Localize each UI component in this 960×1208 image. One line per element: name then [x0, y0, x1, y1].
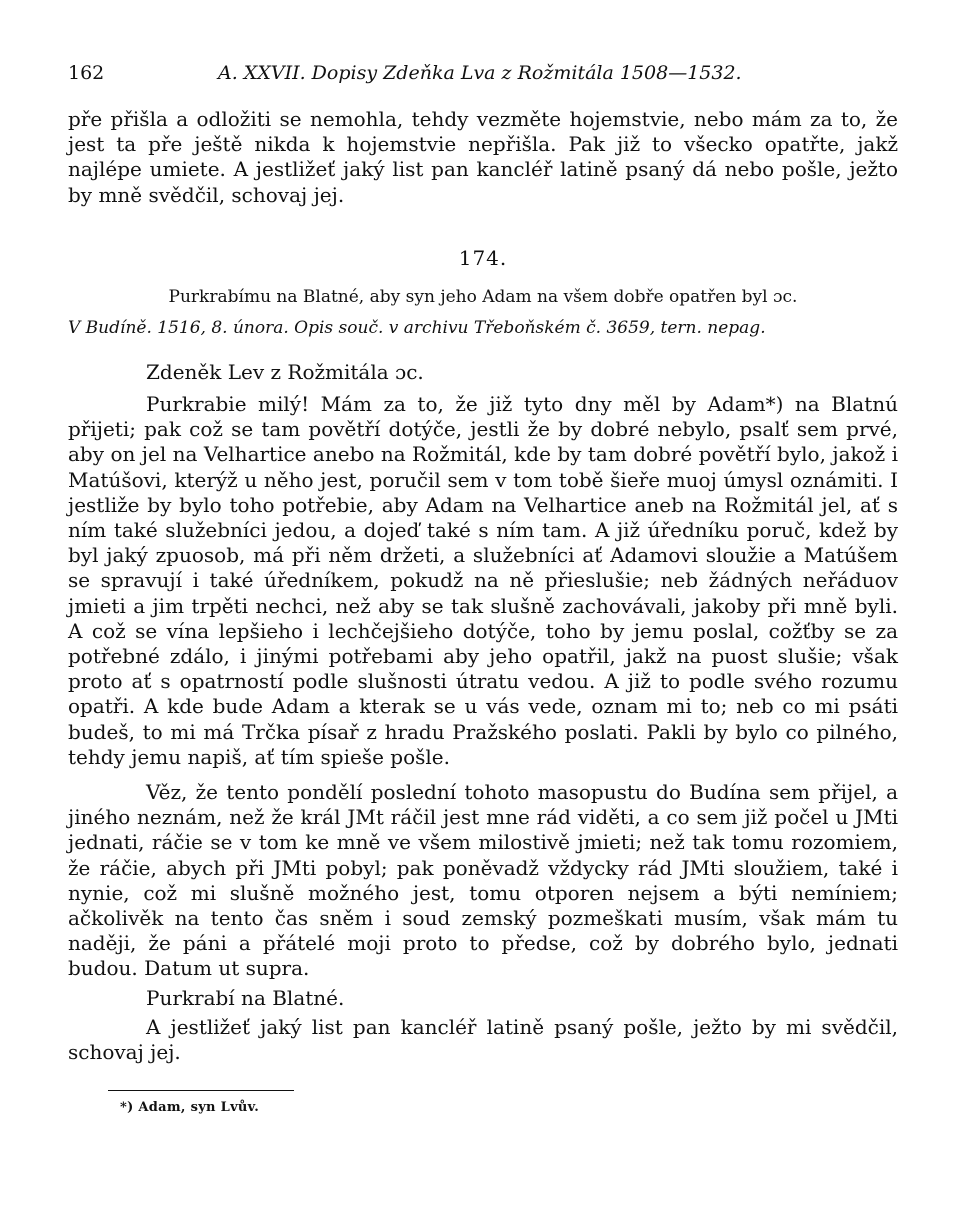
- letter-postscript: A jestližeť jaký list pan kancléř latině psaný pošle, ježto by mi svědčil, schovaj jej.: [68, 1014, 898, 1065]
- continuation-text: [68, 107, 898, 208]
- letter-paragraph-2: Věz, že tento pondělí poslední tohoto masopustu do Budína sem přijel, a jiného neznám, než že král JMt ráčil jest mne rád viděti, a co sem již počel u JMti jednati, ráčie se v tom ke mně ve všem milostivě jmieti; než tak tomu rozomiem, že ráčie, abych při JMti pobyl; pak poněvadž vždycky rád JMti sloužiem, také i nynie, což mi slušně možného jest, tomu otporen nejsem a býti nemíniem; ačkolivěk na tento čas sněm i soud zemský pozmeškati musím, však mám tu naději, že páni a přátelé moji proto to předse, což by dobrého bylo, jednati budou. Datum ut supra.: [68, 780, 898, 981]
- letter-closing: Purkrabí na Blatné.: [146, 985, 345, 1010]
- document-summary: Purkrabímu na Blatné, aby syn jeho Adam na všem dobře opatřen byl ɔc.: [168, 287, 798, 307]
- footnote-divider: [108, 1090, 294, 1091]
- document-number: 174.: [458, 246, 508, 270]
- footnote: *) Adam, syn Lvův.: [120, 1100, 260, 1115]
- letter-salutation: Zdeněk Lev z Rožmitála ɔc.: [146, 360, 424, 384]
- page-number: 162: [68, 62, 105, 84]
- page-header: [68, 62, 898, 88]
- document-source: V Budíně. 1516, 8. února. Opis souč. v archivu Třeboňském č. 3659, tern. nepag.: [68, 318, 766, 338]
- continuation-paragraph: pře přišla a odložiti se nemohla, tehdy vezměte hojemstvie, nebo mám za to, že jest ta pře ještě nikda k hojemstvie nepřišla. Pak již to všecko opatřte, jakž najlépe umiete. A jestližeť jaký list pan kancléř latině psaný dá nebo pošle, ježto by mně svědčil, schovaj jej.: [68, 107, 898, 207]
- running-title: A. XXVII. Dopisy Zdeňka Lva z Rožmitála 1508—1532.: [218, 62, 742, 84]
- letter-body: [68, 392, 898, 1065]
- letter-paragraph-1: Purkrabie milý! Mám za to, že již tyto dny měl by Adam*) na Blatnú přijeti; pak což se tam povětří dotýče, jestli že by dobré nebylo, psalť sem prvé, aby on jel na Velhartice anebo na Rožmitál, kde by tam dobré povětří bylo, jakož i Matúšovi, kterýž u něho jest, poručil sem v tom tobě šieře muoj úmysl oznámiti. I jestliže by bylo toho potřebie, aby Adam na Velhartice aneb na Rožmitál jel, ať s ním také služebníci jedou, a dojeď také s ním tam. A již úředníku poruč, kdež by byl jaký zpuosob, má při něm držeti, a služebníci ať Adamovi sloužie a Matúšem se spravují i také úředníkem, pokudž na ně přieslušie; neb žádných neřáduov jmieti a jim trpěti nechci, než aby se tak slušně zachovávali, jakoby při mně byli. A což se vína lepšieho i lechčejšieho dotýče, toho by jemu poslal, cožťby se za potřebné zdálo, i jinými potřebami aby jeho opatřil, jakž na puost slušie; však proto ať s opatrností podle slušnosti útratu vedou. A již to podle svého rozumu opatři. A kde bude Adam a kterak se u vás vede, oznam mi to; neb co mi psáti budeš, to mi má Trčka písař z hradu Pražského poslati. Pakli by bylo co pilného, tehdy jemu napiš, ať tím spieše pošle.: [68, 392, 898, 769]
